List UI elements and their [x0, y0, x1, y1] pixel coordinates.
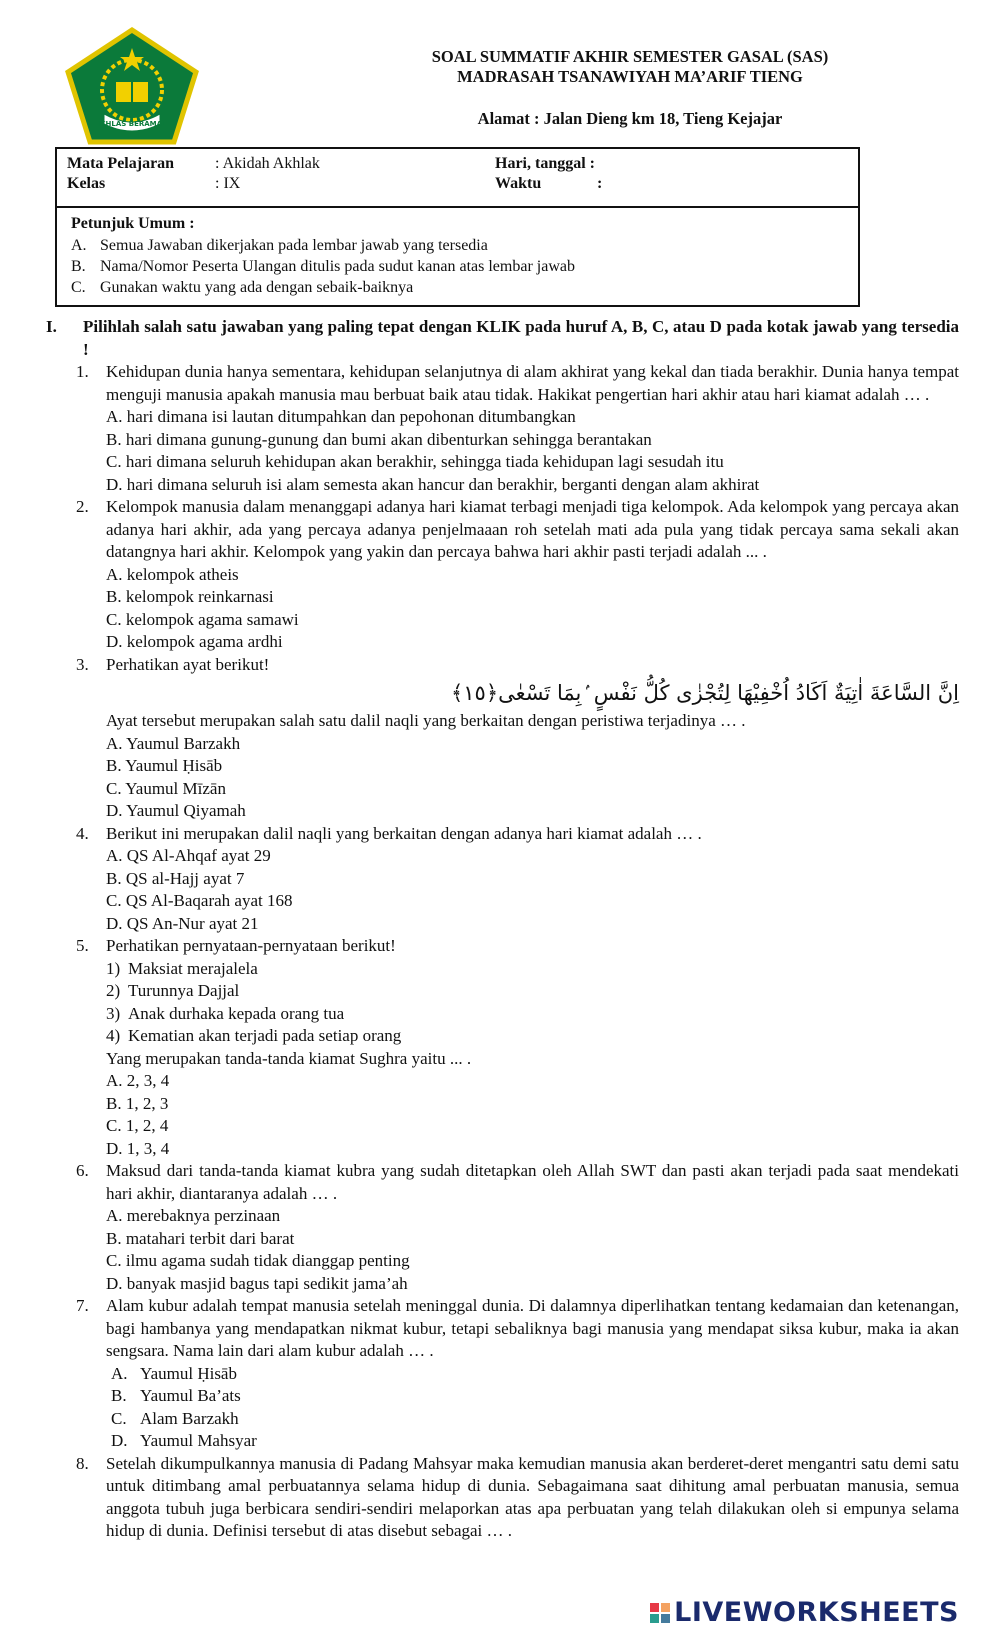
option-b[interactable]: B. hari dimana gunung-gunung dan bumi akan dibenturkan sehingga berantakan	[106, 429, 652, 449]
exam-content	[46, 316, 959, 1543]
question-7	[76, 1295, 959, 1453]
question-stem: Setelah dikumpulkannya manusia di Padang Mahsyar maka kemudian manusia akan berderet-deret mengantri satu demi satu untuk ditimbang amal perbuatannya selama hidup di dunia. Sebagaimana saat dihitung amal perbuatan manusia, semua anggota tubuh juga berbicara sendiri-sendiri melaporkan atas apa perbuatan yang telah dilakukan oleh si empunya selama hidup di dunia. Definisi tersebut di atas disebut sebagai … .	[106, 1453, 959, 1540]
option-c[interactable]: C. hari dimana seluruh kehidupan akan berakhir, sehingga tiada kehidupan lagi sesudah itu	[106, 452, 724, 471]
header-title-2: MADRASAH TSANAWIYAH MA’ARIF TIENG	[457, 67, 803, 86]
info-divider	[57, 206, 858, 208]
option-d[interactable]: D. kelompok agama ardhi	[106, 632, 283, 651]
liveworksheets-watermark	[650, 1597, 959, 1628]
question-stem-2: Ayat tersebut merupakan salah satu dalil naqli yang berkaitan dengan peristiwa terjadinya … .	[106, 711, 746, 730]
statement-item: 4) Kematian akan terjadi pada setiap orang	[106, 1026, 402, 1045]
option-b[interactable]: B. 1, 2, 3	[106, 1093, 169, 1113]
question-stem: Kelompok manusia dalam menanggapi adanya hari kiamat terbagi menjadi tiga kelompok. Ada kelompok yang percaya akan adanya hari akhir, ada yang percaya adanya penjelmaaan roh setelah mati ada pula yang tidak percaya sama sekali akan datangnya hari akhir. Kelompok yang yakin dan percaya bahwa hari akhir pasti terjadi adalah ... .	[106, 497, 959, 561]
option-c[interactable]: C. kelompok agama samawi	[106, 609, 299, 629]
class-label: Kelas	[67, 175, 106, 192]
question-stem: Perhatikan pernyataan-pernyataan berikut!	[106, 936, 396, 955]
option-c[interactable]: C. 1, 2, 4	[106, 1116, 169, 1135]
option-d[interactable]: D. Yaumul Mahsyar	[111, 1431, 257, 1450]
question-stem: Kehidupan dunia hanya sementara, kehidupan selanjutnya di alam akhirat yang kekal dan tiada berakhir. Dunia hanya tempat menguji manusia apakah manusia mau berbuat baik atau tidak. Hakikat pengertian hari akhir atau hari kiamat adalah … .	[106, 362, 959, 404]
option-b[interactable]: B. Yaumul Ḥisāb	[106, 756, 223, 775]
class-value: : IX	[215, 175, 241, 192]
question-stem: Maksud dari tanda-tanda kiamat kubra yang sudah ditetapkan oleh Allah SWT dan pasti akan terjadi pada saat mendekati hari akhir, diantaranya adalah … .	[106, 1161, 959, 1203]
instruction-item: B. Nama/Nomor Peserta Ulangan ditulis pada sudut kanan atas lembar jawab	[71, 258, 575, 275]
question-stem: Alam kubur adalah tempat manusia setelah meninggal dunia. Di dalamnya diperlihatkan tentang kedamaian dan ketenangan, bagi hambanya yang mendapatkan nikmat kubur, tetapi sebaliknya bagi manusia yang mendapat siksa kubur, maka ia akan sengsara. Nama lain dari alam kubur adalah … .	[106, 1296, 959, 1360]
option-b[interactable]: B. kelompok reinkarnasi	[106, 587, 274, 606]
question-1	[76, 361, 959, 496]
question-number: 7.	[76, 1296, 89, 1315]
option-c[interactable]: C. Alam Barzakh	[111, 1408, 239, 1428]
question-number: 2.	[76, 497, 89, 516]
day-label: Hari, tanggal :	[495, 155, 595, 172]
liveworksheets-logo-icon	[650, 1603, 670, 1623]
question-number: 5.	[76, 936, 89, 955]
document-header	[330, 47, 930, 129]
question-8	[76, 1453, 959, 1543]
instruction-item: A. Semua Jawaban dikerjakan pada lembar jawab yang tersedia	[71, 237, 488, 254]
option-d[interactable]: D. hari dimana seluruh isi alam semesta akan hancur dan berakhir, berganti dengan alam akhirat	[106, 474, 760, 494]
question-number: 3.	[76, 654, 89, 674]
question-number: 8.	[76, 1453, 89, 1473]
statement-item: 1) Maksiat merajalela	[106, 958, 258, 978]
arabic-verse: اِنَّ السَّاعَةَ اٰتِيَةٌ اَكَادُ اُخْفِيْهَا لِتُجْزٰى كُلُّ نَفْسٍ ۢبِمَا تَسْعٰى﴿١٥﴾	[450, 681, 959, 705]
question-6	[76, 1160, 959, 1295]
question-stem: Perhatikan ayat berikut!	[106, 654, 270, 674]
option-c[interactable]: C. ilmu agama sudah tidak dianggap penting	[106, 1251, 410, 1270]
question-5	[76, 935, 959, 1160]
option-d[interactable]: D. QS An-Nur ayat 21	[106, 913, 259, 933]
option-b[interactable]: B. QS al-Hajj ayat 7	[106, 868, 245, 888]
time-colon: :	[597, 175, 603, 192]
subject-value: : Akidah Akhlak	[215, 155, 320, 172]
question-2	[76, 496, 959, 654]
option-b[interactable]: B. Yaumul Ba’ats	[111, 1386, 241, 1405]
kemenag-logo	[64, 26, 200, 146]
question-number: 6.	[76, 1161, 89, 1180]
instructions-title: Petunjuk Umum :	[71, 215, 195, 232]
question-stem-2: Yang merupakan tanda-tanda kiamat Sughra yaitu ... .	[106, 1048, 472, 1068]
option-d[interactable]: D. banyak masjid bagus tapi sedikit jama’ah	[106, 1273, 408, 1293]
logo-banner-text: IKHLAS BERAMAL	[97, 120, 167, 128]
statement-item: 3) Anak durhaka kepada orang tua	[106, 1003, 345, 1023]
question-stem: Berikut ini merupakan dalil naqli yang berkaitan dengan adanya hari kiamat adalah … .	[106, 823, 702, 843]
option-c[interactable]: C. QS Al-Baqarah ayat 168	[106, 891, 293, 910]
instructions-list	[71, 235, 575, 298]
option-a[interactable]: A. Yaumul Ḥisāb	[111, 1363, 237, 1383]
section-instruction	[46, 316, 959, 361]
subject-label: Mata Pelajaran	[67, 155, 175, 172]
option-a[interactable]: A. Yaumul Barzakh	[106, 733, 241, 753]
question-number: 1.	[76, 362, 89, 381]
exam-info-box	[55, 147, 860, 307]
question-number: 4.	[76, 823, 89, 843]
option-a[interactable]: A. QS Al-Ahqaf ayat 29	[106, 846, 271, 865]
option-b[interactable]: B. matahari terbit dari barat	[106, 1228, 295, 1248]
option-a[interactable]: A. merebaknya perzinaan	[106, 1206, 281, 1225]
header-title-1: SOAL SUMMATIF AKHIR SEMESTER GASAL (SAS)	[431, 47, 829, 66]
question-4	[76, 823, 959, 936]
question-3	[76, 654, 959, 823]
watermark-text: LIVEWORKSHEETS	[674, 1597, 959, 1628]
option-d[interactable]: D. Yaumul Qiyamah	[106, 801, 246, 820]
header-address: Alamat : Jalan Dieng km 18, Tieng Kejajar	[477, 109, 783, 128]
option-a[interactable]: A. 2, 3, 4	[106, 1071, 170, 1090]
option-c[interactable]: C. Yaumul Mīzān	[106, 778, 226, 798]
section-text: Pilihlah salah satu jawaban yang paling tepat dengan KLIK pada huruf A, B, C, atau D pada kotak jawab yang tersedia !	[83, 317, 959, 359]
instruction-item: C. Gunakan waktu yang ada dengan sebaik-baiknya	[71, 279, 414, 296]
option-a[interactable]: A. kelompok atheis	[106, 564, 239, 584]
option-d[interactable]: D. 1, 3, 4	[106, 1138, 170, 1158]
time-label: Waktu	[495, 175, 542, 192]
statement-item: 2) Turunnya Dajjal	[106, 981, 240, 1000]
option-a[interactable]: A. hari dimana isi lautan ditumpahkan dan pepohonan ditumbangkan	[106, 407, 576, 426]
section-number: I.	[46, 317, 57, 336]
